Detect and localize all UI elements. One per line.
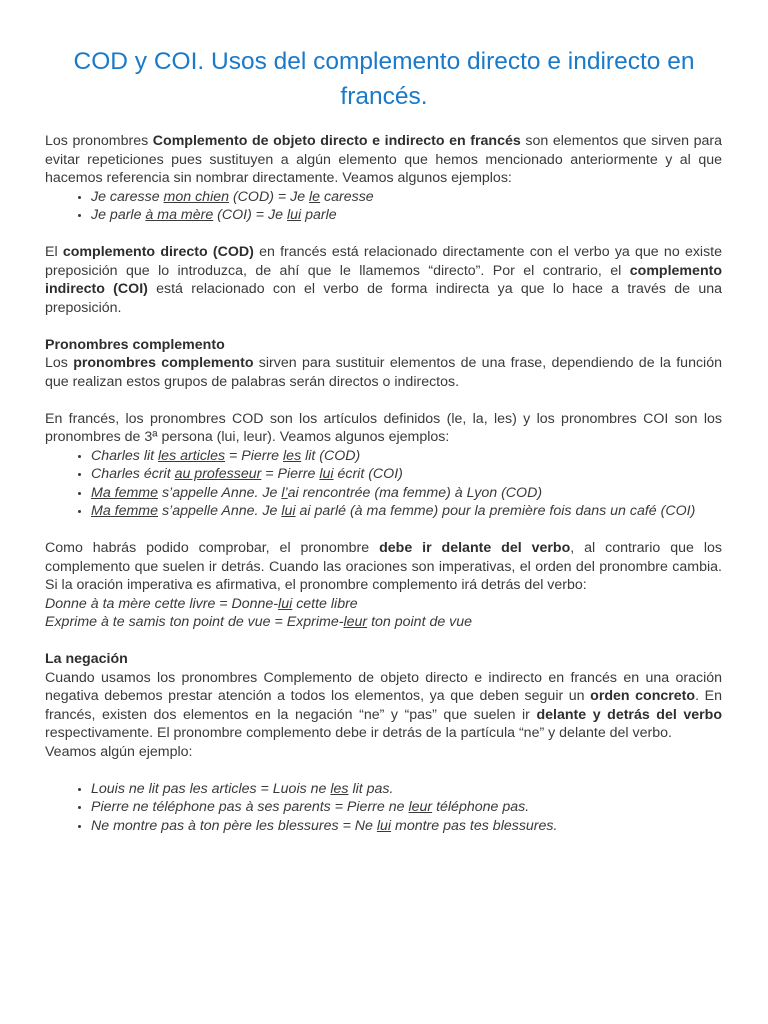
cod-coi-paragraph <box>45 243 722 317</box>
list-item <box>91 447 722 466</box>
text: lit pas. <box>348 780 394 797</box>
text: = Pierre <box>261 466 320 482</box>
underlined-text: Ma femme <box>91 503 159 519</box>
underlined-text: au professeur <box>174 466 262 482</box>
text: ai rencontrée (ma femme) à Lyon (COD) <box>287 484 543 501</box>
text: sirven para sustituir elementos de una frase, dependiendo de la función que realizan estos grupos de palabras serán directos o indirectos. <box>45 355 722 390</box>
list-item <box>91 817 722 836</box>
list-item <box>91 188 722 207</box>
negation-paragraph <box>45 669 722 743</box>
text: Donne à ta mère cette livre = Donne- <box>45 595 279 612</box>
text: , al contrario que los complemento que suelen ir detrás. Cuando las oraciones son imperativas, el orden del pronombre cambia. Si la oración imperativa es afirmativa, el pronombre complemento irá detrás del verbo: <box>45 540 722 593</box>
text: Charles écrit <box>91 466 175 482</box>
underlined-text: lui <box>376 817 392 834</box>
spacer <box>45 225 722 244</box>
list-item <box>91 780 722 799</box>
example-list-2 <box>45 447 722 521</box>
heading-text: Pronombres complemento <box>45 336 225 353</box>
list-item <box>91 206 722 225</box>
text: montre pas tes blessures. <box>391 817 558 834</box>
text: Pierre ne téléphone pas à ses parents = Pierre ne <box>91 799 409 815</box>
underlined-text: lui <box>281 503 296 519</box>
text: (COI) = Je <box>213 207 287 223</box>
text: cette libre <box>292 595 358 612</box>
text: El <box>45 244 63 260</box>
text: ton point de vue <box>367 614 473 630</box>
text: Ne montre pas à ton père les blessures = Ne <box>91 817 377 834</box>
text: Exprime à te samis ton point de vue = Exprime- <box>45 614 344 630</box>
bold-term: orden concreto <box>590 688 696 704</box>
bold-term: debe ir delante del verbo <box>379 540 571 556</box>
list-item <box>91 502 722 521</box>
underlined-text: les articles <box>158 447 226 464</box>
underlined-text: Ma femme <box>91 484 159 501</box>
text: en francés está relacionado directamente con el verbo ya que no existe preposición que lo introduzca, de ahí que le llamemos “directo”. Por el contrario, el <box>45 244 723 279</box>
text: (COD) = Je <box>229 188 310 205</box>
spacer <box>45 761 722 780</box>
example-list-1 <box>45 188 722 225</box>
text: lit (COD) <box>301 447 361 464</box>
text: respectivamente. El pronombre complemento debe ir detrás de la partícula “ne” y delante del verbo. <box>45 725 672 741</box>
underlined-text: l’ <box>281 484 288 501</box>
text: son elementos que sirven para evitar repeticiones pues sustituyen a algún elemento que hemos mencionado anteriormente y al que hacemos referencia sin nombrar directamente. Veamos algunos ejemplos: <box>45 133 722 186</box>
text: Charles lit <box>91 447 159 464</box>
underlined-text: les <box>283 447 302 464</box>
text: = Pierre <box>225 447 284 464</box>
text: ai parlé (à ma femme) pour la première fois dans un café (COI) <box>295 503 696 519</box>
text: Los pronombres <box>45 133 153 149</box>
bold-term: complemento directo (COD) <box>62 244 254 260</box>
french-pronouns-paragraph: En francés, los pronombres COD son los artículos definidos (le, la, les) y los pronombres COI son los pronombres de 3ª persona (lui, leur). Veamos algunos ejemplos: <box>45 410 722 445</box>
text: está relacionado con el verbo de forma indirecta ya que lo hace a través de una preposición. <box>45 281 722 316</box>
example-intro: Veamos algún ejemplo: <box>45 743 193 760</box>
underlined-text: lui <box>278 595 293 612</box>
underlined-text: lui <box>319 466 334 482</box>
bold-term: pronombres complemento <box>73 355 254 371</box>
text: caresse <box>320 188 374 205</box>
spacer <box>45 521 722 540</box>
text: Louis ne lit pas les articles = Luois ne <box>91 780 331 797</box>
text: Je caresse <box>91 188 164 205</box>
text: s’appelle Anne. Je <box>158 484 282 501</box>
section-heading <box>45 650 722 669</box>
text: . En francés, existen dos elementos en la negación “ne” y “pas” que suelen ir <box>45 688 722 723</box>
spacer <box>45 391 722 410</box>
text: écrit (COI) <box>333 466 403 482</box>
imperative-example <box>45 595 722 614</box>
intro-paragraph <box>45 132 722 188</box>
text: Como habrás podido comprobar, el pronombre <box>45 540 380 556</box>
underlined-text: leur <box>408 799 433 815</box>
spacer <box>45 317 722 336</box>
list-item <box>91 484 722 503</box>
text: téléphone pas. <box>432 799 530 815</box>
underlined-text: à ma mère <box>145 207 214 223</box>
example-list-3 <box>45 780 722 836</box>
spacer <box>45 632 722 651</box>
underlined-text: lui <box>286 207 302 223</box>
document-body <box>45 132 722 835</box>
underlined-text: le <box>309 188 321 205</box>
list-item <box>91 798 722 817</box>
text: Los <box>45 355 74 371</box>
imperative-example <box>45 613 722 632</box>
text: parle <box>301 207 337 223</box>
underlined-text: leur <box>343 614 368 630</box>
bold-term: delante y detrás del verbo <box>536 706 722 723</box>
bold-term: complemento indirecto (COI) <box>45 262 722 297</box>
section-heading <box>45 336 722 355</box>
list-item <box>91 465 722 484</box>
underlined-text: les <box>330 780 349 797</box>
text: Je parle <box>91 207 146 223</box>
underlined-text: mon chien <box>163 188 230 205</box>
bold-term: Complemento de objeto directo e indirecto en francés <box>152 133 521 149</box>
text: s’appelle Anne. Je <box>158 503 282 519</box>
pronouns-paragraph <box>45 354 722 391</box>
order-paragraph <box>45 539 722 595</box>
text: Cuando usamos los pronombres Complemento de objeto directo e indirecto en francés en una oración negativa debemos prestar atención a todos los elementos, ya que deben seguir un <box>45 669 722 704</box>
heading-text: La negación <box>45 651 128 667</box>
page-title: COD y COI. Usos del complemento directo e indirecto en francés. <box>73 48 695 110</box>
